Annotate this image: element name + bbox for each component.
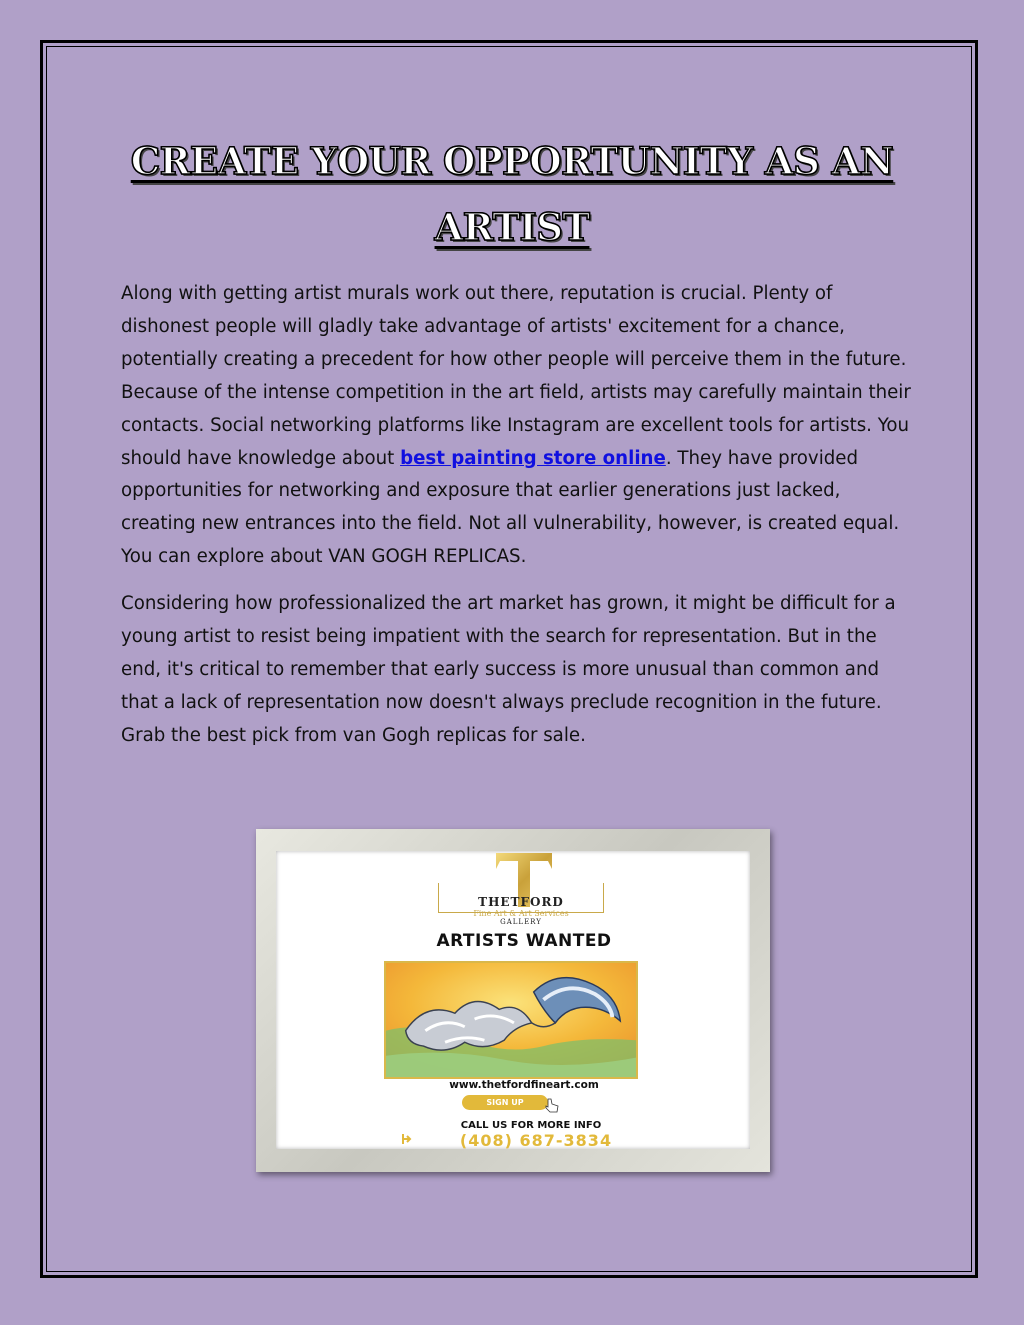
logo-subtitle: Fine Art & Art Services: [473, 909, 569, 918]
pointer-hand-icon: [544, 1097, 560, 1113]
poster-headline: ARTISTS WANTED: [436, 931, 612, 951]
poster-image-frame: [256, 829, 770, 1172]
best-painting-store-link[interactable]: best painting store online: [400, 447, 666, 469]
poster-phone-number: (408) 687-3834: [459, 1131, 613, 1149]
poster-call-text: CALL US FOR MORE INFO: [460, 1120, 602, 1131]
paragraph-1-text-b: . They have provided opportunities for networking and exposure that earlier generations just lacked, creating new entrances into the field. Not all vulnerability, however, is created equal. You can explore about VAN GOGH REPLICAS.: [121, 447, 900, 568]
wave-painting-image: [384, 961, 638, 1079]
logo-gallery: GALLERY: [500, 918, 542, 926]
paragraph-1: [121, 278, 911, 574]
title-line-2: ARTIST: [434, 205, 590, 249]
page-title: [100, 128, 924, 260]
poster-website: www.thetfordfineart.com: [449, 1079, 599, 1091]
article-body: [121, 278, 911, 767]
logo-name: THETFORD: [478, 895, 564, 909]
title-line-1: CREATE YOUR OPPORTUNITY AS AN: [130, 139, 894, 183]
signup-button: SIGN UP: [462, 1095, 548, 1110]
paragraph-2: Considering how professionalized the art market has grown, it might be difficult for a young artist to resist being impatient with the search for representation. But in the end, it's critical to remember that early success is more unusual than common and that a lack of representation now doesn't always preclude recognition in the future. Grab the best pick from van Gogh replicas for sale.: [121, 593, 896, 746]
paragraph-1-text-a: Along with getting artist murals work out there, reputation is crucial. Plenty of dishonest people will gladly take advantage of artists' excitement for a chance, potentially creating a precedent for how other people will perceive them in the future. Because of the intense competition in the art field, artists may carefully maintain their contacts. Social networking platforms like Instagram are excellent tools for artists. You should have knowledge about: [121, 283, 911, 469]
artists-wanted-poster: [276, 851, 750, 1149]
